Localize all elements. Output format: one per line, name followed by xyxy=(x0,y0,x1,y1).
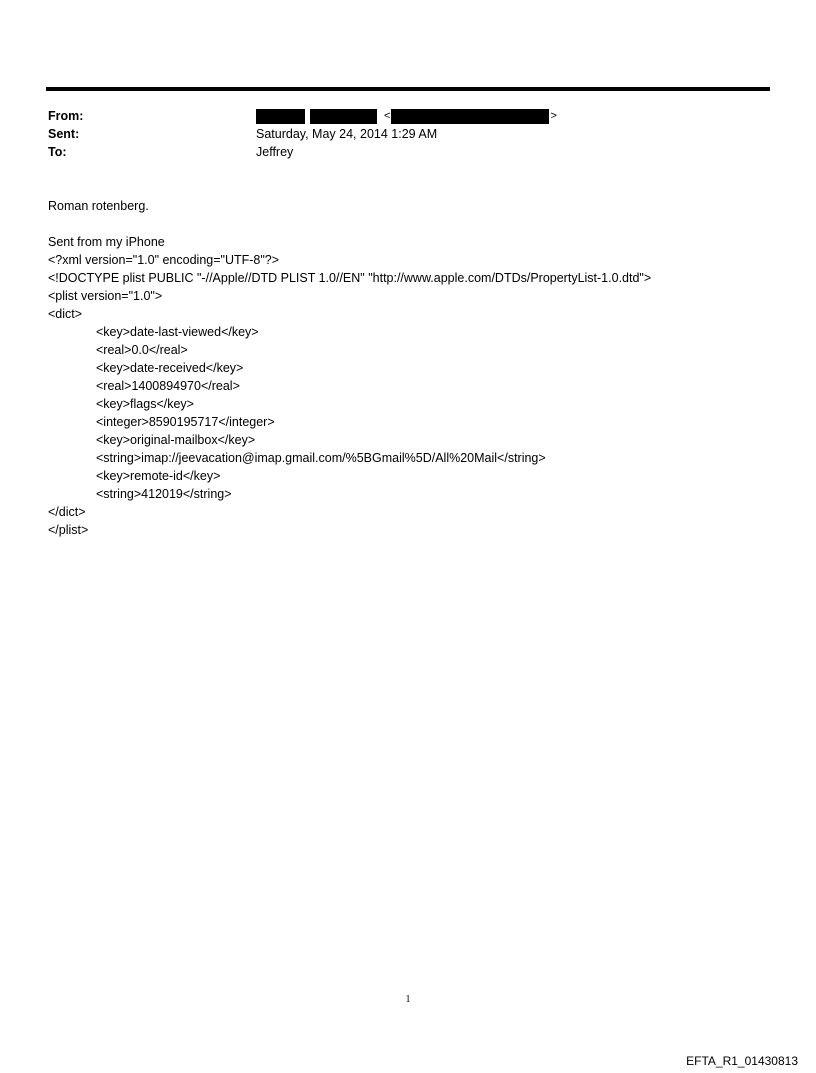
xml-closing-line: </dict> xyxy=(48,505,86,519)
blank-line xyxy=(48,215,768,233)
redaction-bar xyxy=(391,109,549,124)
xml-line: <dict> xyxy=(48,307,83,321)
sent-value: Saturday, May 24, 2014 1:29 AM xyxy=(256,127,438,141)
xml-line: <plist version="1.0"> xyxy=(48,289,163,303)
email-header xyxy=(48,107,768,161)
dict-entry: <key>remote-id</key> xyxy=(96,469,221,483)
message-text: Roman rotenberg. xyxy=(48,199,149,213)
to-value: Jeffrey xyxy=(256,145,294,159)
from-value xyxy=(256,109,558,124)
from-close-angle: > xyxy=(550,110,557,122)
page-number: 1 xyxy=(405,994,411,1005)
xml-closing-line: </plist> xyxy=(48,523,89,537)
xml-line: <!DOCTYPE plist PUBLIC "-//Apple//DTD PLIST 1.0//EN" "http://www.apple.com/DTDs/PropertyList-1.0.dtd"> xyxy=(48,271,652,285)
dict-entry: <real>0.0</real> xyxy=(96,343,188,357)
signature-text: Sent from my iPhone xyxy=(48,235,165,249)
sent-label: Sent: xyxy=(48,127,80,141)
redaction-bar xyxy=(310,109,377,124)
from-row xyxy=(48,107,768,125)
from-label: From: xyxy=(48,109,84,123)
to-row xyxy=(48,143,768,161)
to-label: To: xyxy=(48,145,67,159)
redaction-bar xyxy=(256,109,305,124)
xml-line: <?xml version="1.0" encoding="UTF-8"?> xyxy=(48,253,280,267)
dict-entry: <key>date-received</key> xyxy=(96,361,244,375)
email-body xyxy=(48,197,768,539)
dict-entry: <key>flags</key> xyxy=(96,397,194,411)
dict-entry: <key>date-last-viewed</key> xyxy=(96,325,259,339)
dict-entry: <key>original-mailbox</key> xyxy=(96,433,256,447)
from-open-angle: < xyxy=(384,110,391,122)
document-id: EFTA_R1_01430813 xyxy=(686,1054,798,1068)
dict-entry: <string>412019</string> xyxy=(96,487,232,501)
dict-entry: <integer>8590195717</integer> xyxy=(96,415,275,429)
dict-entry: <real>1400894970</real> xyxy=(96,379,240,393)
dict-entry: <string>imap://jeevacation@imap.gmail.com/%5BGmail%5D/All%20Mail</string> xyxy=(96,451,546,465)
sent-row xyxy=(48,125,768,143)
header-divider xyxy=(46,87,770,91)
